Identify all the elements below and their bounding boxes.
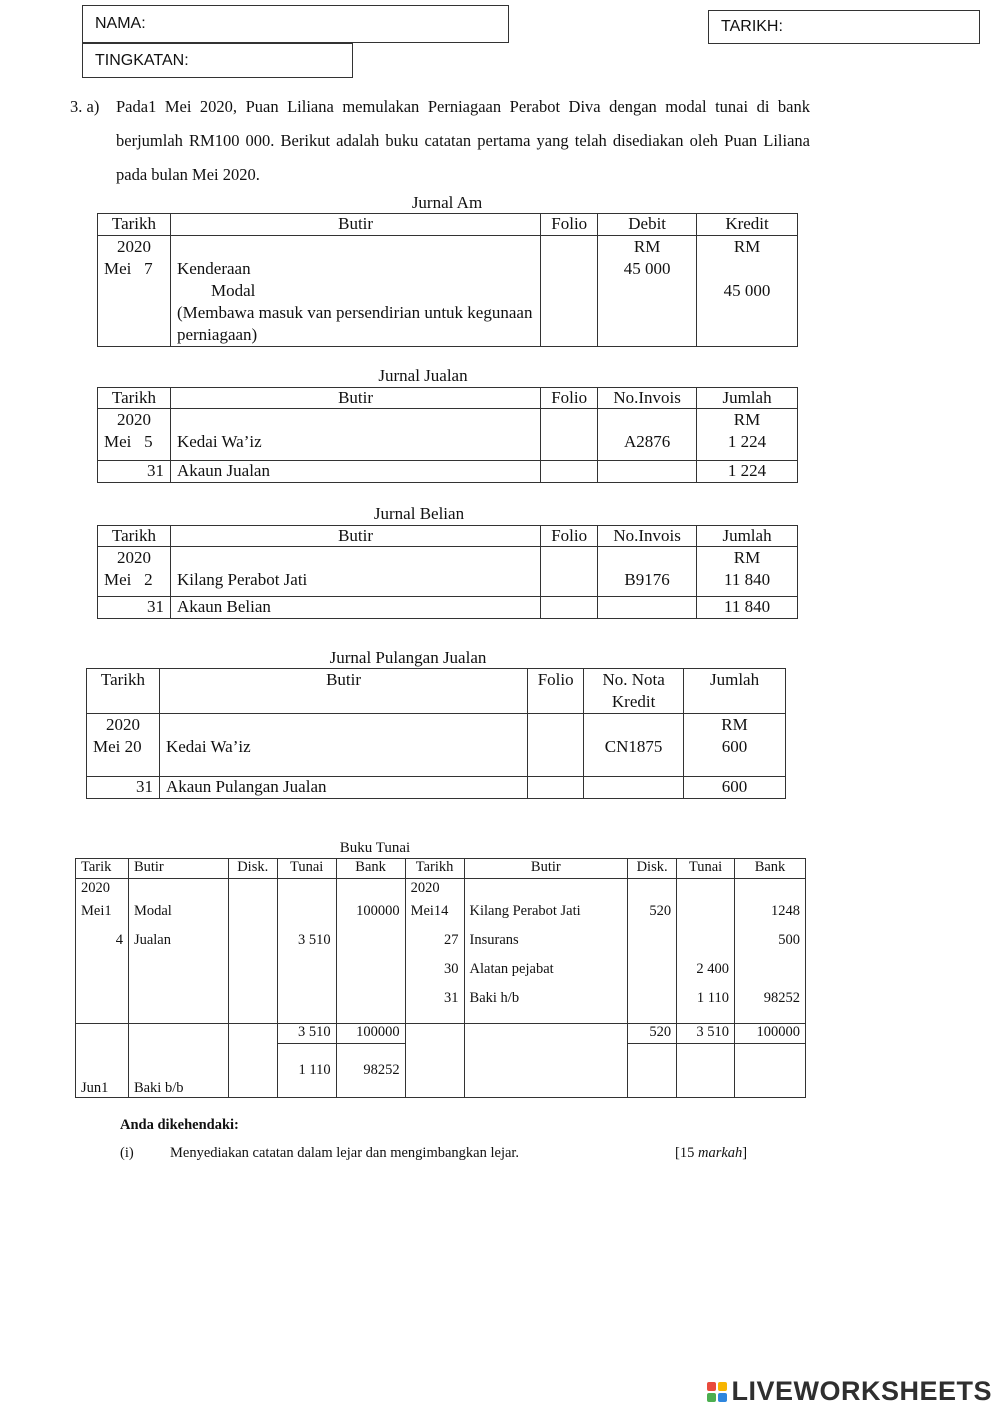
- empty-cell: [76, 1024, 129, 1044]
- total-tunai: 3 510: [677, 1024, 735, 1044]
- col-header: Kredit: [697, 214, 798, 236]
- jurnal-am-table: [97, 213, 798, 347]
- col-header: Tarikh: [98, 526, 171, 547]
- tarikh-field[interactable]: [708, 10, 980, 44]
- col-header: Butir: [170, 214, 540, 236]
- nama-label: NAMA:: [95, 15, 146, 32]
- nota: CN1875: [604, 737, 663, 756]
- logo-square: [707, 1393, 716, 1402]
- tunai: 1 110: [696, 990, 730, 1006]
- nota-cell: [584, 714, 684, 777]
- jurnal-belian-table: [97, 525, 798, 619]
- empty-cell: [677, 1044, 735, 1098]
- logo-text: LIVEWORKSHEETS: [731, 1376, 992, 1406]
- butir: Kedai Wa’iz: [165, 737, 251, 756]
- year: 2020: [81, 880, 110, 896]
- col-header: Jumlah: [697, 388, 798, 409]
- year: 2020: [410, 880, 440, 896]
- logo-mark-icon: [707, 1382, 727, 1402]
- marks-close: ]: [742, 1145, 748, 1161]
- col-header: Tunai: [277, 859, 336, 879]
- bank: 1248: [771, 903, 800, 919]
- butir-cell: [170, 547, 540, 597]
- col-header: No.Invois: [598, 388, 697, 409]
- jurnal-pulangan-table: [86, 668, 786, 799]
- debit-date-col: [76, 879, 129, 1024]
- jurnal-am-title: Jurnal Am: [411, 193, 483, 212]
- jumlah-cell: 11 840: [697, 597, 798, 619]
- empty-cell: [735, 1044, 806, 1098]
- disk: 520: [649, 903, 672, 919]
- question-block: [70, 90, 810, 192]
- credit-date-col: [405, 879, 464, 1024]
- folio-cell: [541, 597, 598, 619]
- narration: (Membawa masuk van persendirian untuk kegunaan perniagaan): [176, 303, 533, 344]
- date-cell: [98, 409, 171, 461]
- butir: Modal: [133, 903, 172, 919]
- empty-cell: [405, 1024, 464, 1044]
- buku-tunai-title: Buku Tunai: [339, 840, 411, 856]
- bank: 100000: [356, 903, 400, 919]
- col-header: Butir: [464, 859, 628, 879]
- col-header: Disk.: [628, 859, 677, 879]
- year: 2020: [116, 548, 151, 567]
- nota-cell: [584, 777, 684, 799]
- nama-field[interactable]: [82, 5, 509, 43]
- jumlah-cell: [697, 547, 798, 597]
- invois-cell: [598, 597, 697, 619]
- jumlah: 600: [721, 737, 748, 756]
- col-header: Tunai: [677, 859, 735, 879]
- butir: Jualan: [133, 932, 171, 948]
- butir: Alatan pejabat: [469, 961, 554, 977]
- invois: A2876: [623, 432, 671, 451]
- currency: RM: [633, 237, 661, 256]
- total-bank: 100000: [336, 1024, 405, 1044]
- currency: RM: [721, 715, 748, 734]
- date: Mei 7: [104, 259, 153, 278]
- total-disk: 520: [628, 1024, 677, 1044]
- question-text: Pada1 Mei 2020, Puan Liliana memulakan Perniagaan Perabot Diva dengan modal tunai di bank berjumlah RM100 000. Berikut adalah buku catatan pertama yang telah disediakan oleh Puan Liliana pada bulan Mei 2020.: [116, 97, 810, 184]
- col-header: Bank: [735, 859, 806, 879]
- butir: Kilang Perabot Jati: [469, 903, 581, 919]
- debit-cell: [598, 236, 697, 347]
- year: 2020: [116, 237, 151, 256]
- butir: Baki h/b: [469, 990, 520, 1006]
- col-header: Butir: [170, 526, 540, 547]
- butir-cell: Akaun Jualan: [170, 461, 540, 483]
- col-header: Folio: [541, 526, 598, 547]
- col-header: Tarikh: [87, 669, 160, 714]
- currency: RM: [733, 237, 761, 256]
- instruction-number: (i): [120, 1145, 134, 1161]
- kredit-amount: 45 000: [723, 281, 771, 300]
- date-cell: [98, 547, 171, 597]
- instructions-heading: Anda dikehendaki:: [120, 1117, 239, 1133]
- folio-cell: [528, 714, 584, 777]
- folio-cell: [528, 777, 584, 799]
- tingkatan-label: TINGKATAN:: [95, 51, 189, 69]
- buku-tunai-table: [75, 858, 806, 1098]
- col-header: Folio: [541, 388, 598, 409]
- date: 30: [444, 961, 459, 977]
- liveworksheets-logo[interactable]: [707, 1376, 992, 1407]
- jumlah: 11 840: [723, 570, 771, 589]
- currency: RM: [733, 410, 761, 429]
- butir-cell: [170, 236, 540, 347]
- col-header: Debit: [598, 214, 697, 236]
- date-cell: 31: [87, 777, 160, 799]
- date: Mei 5: [104, 432, 153, 451]
- butir: Kilang Perabot Jati: [176, 570, 308, 589]
- date-cell: [87, 714, 160, 777]
- marks-word: markah: [697, 1145, 743, 1161]
- col-header: Butir: [159, 669, 527, 714]
- folio-cell: [541, 409, 598, 461]
- balance-bank: 98252: [336, 1044, 405, 1098]
- debit-disk-col: [228, 879, 277, 1024]
- total-bank: 100000: [735, 1024, 806, 1044]
- empty-cell: [128, 1024, 228, 1044]
- col-header: Tarikh: [405, 859, 464, 879]
- debit-amount: 45 000: [623, 259, 671, 278]
- jumlah: 1 224: [727, 432, 767, 451]
- butir: Kedai Wa’iz: [176, 432, 262, 451]
- instruction-text: Menyediakan catatan dalam lejar dan mengimbangkan lejar.: [170, 1145, 520, 1161]
- jumlah-cell: [684, 714, 786, 777]
- col-header: Jumlah: [697, 526, 798, 547]
- debit-butir-col: [128, 879, 228, 1024]
- balance-tunai: 1 110: [277, 1044, 336, 1098]
- logo-square: [718, 1393, 727, 1402]
- invois-cell: [598, 547, 697, 597]
- jumlah-cell: 600: [684, 777, 786, 799]
- marks-open: [15: [675, 1145, 698, 1161]
- jumlah-cell: [697, 409, 798, 461]
- col-header: Bank: [336, 859, 405, 879]
- empty-cell: [228, 1024, 277, 1044]
- butir-cell: [159, 714, 527, 777]
- butir-cell: Akaun Belian: [170, 597, 540, 619]
- debit-tunai-col: [277, 879, 336, 1024]
- balance-butir: Baki b/b: [128, 1044, 228, 1098]
- butir-cell: [170, 409, 540, 461]
- jurnal-pulangan-title: Jurnal Pulangan Jualan: [329, 648, 487, 667]
- col-header: Butir: [128, 859, 228, 879]
- date-cell: 31: [98, 597, 171, 619]
- debit-account: Kenderaan: [176, 259, 251, 278]
- empty-cell: [628, 1044, 677, 1098]
- question-number: 3. a): [70, 97, 100, 116]
- date: Mei1: [81, 903, 112, 919]
- date: 4: [115, 932, 123, 948]
- tarikh-label: TARIKH:: [721, 18, 783, 35]
- col-header: Disk.: [228, 859, 277, 879]
- jurnal-belian-title: Jurnal Belian: [373, 504, 465, 523]
- jumlah-cell: 1 224: [697, 461, 798, 483]
- col-header: No.Invois: [598, 526, 697, 547]
- invois-cell: [598, 409, 697, 461]
- total-tunai: 3 510: [277, 1024, 336, 1044]
- credit-disk-col: [628, 879, 677, 1024]
- col-header: No. Nota Kredit: [584, 669, 684, 714]
- balance-date: Jun1: [76, 1044, 129, 1098]
- date: 31: [444, 990, 459, 1006]
- tingkatan-field[interactable]: [82, 43, 353, 78]
- col-header: Butir: [170, 388, 540, 409]
- empty-cell: [464, 1044, 628, 1098]
- invois: B9176: [624, 570, 670, 589]
- marks: [675, 1145, 747, 1162]
- year: 2020: [105, 715, 140, 734]
- jurnal-jualan-title: Jurnal Jualan: [378, 366, 468, 385]
- bank: 500: [778, 932, 800, 948]
- col-header: Tarik: [76, 859, 129, 879]
- kredit-cell: [697, 236, 798, 347]
- date-cell: [98, 236, 171, 347]
- currency: RM: [733, 548, 761, 567]
- empty-cell: [464, 1024, 628, 1044]
- butir-cell: Akaun Pulangan Jualan: [159, 777, 527, 799]
- date: Mei 20: [93, 737, 142, 756]
- col-header: Jumlah: [684, 669, 786, 714]
- folio-cell: [541, 461, 598, 483]
- empty-cell: [405, 1044, 464, 1098]
- logo-square: [707, 1382, 716, 1391]
- date-cell: 31: [98, 461, 171, 483]
- year: 2020: [116, 410, 151, 429]
- folio-cell: [541, 236, 598, 347]
- debit-bank-col: [336, 879, 405, 1024]
- logo-square: [718, 1382, 727, 1391]
- date: 27: [444, 932, 459, 948]
- jurnal-jualan-table: [97, 387, 798, 483]
- credit-tunai-col: [677, 879, 735, 1024]
- date: Mei14: [410, 903, 449, 919]
- credit-bank-col: [735, 879, 806, 1024]
- folio-cell: [541, 547, 598, 597]
- col-header: Folio: [541, 214, 598, 236]
- bank: 98252: [763, 990, 800, 1006]
- col-header: Folio: [528, 669, 584, 714]
- tunai: 3 510: [298, 932, 331, 948]
- invois-cell: [598, 461, 697, 483]
- butir: Insurans: [469, 932, 519, 948]
- empty-cell: [228, 1044, 277, 1098]
- col-header: Tarikh: [98, 388, 171, 409]
- credit-account: Modal: [210, 281, 256, 300]
- col-header: Tarikh: [98, 214, 171, 236]
- credit-butir-col: [464, 879, 628, 1024]
- tunai: 2 400: [696, 961, 730, 977]
- date: Mei 2: [104, 570, 153, 589]
